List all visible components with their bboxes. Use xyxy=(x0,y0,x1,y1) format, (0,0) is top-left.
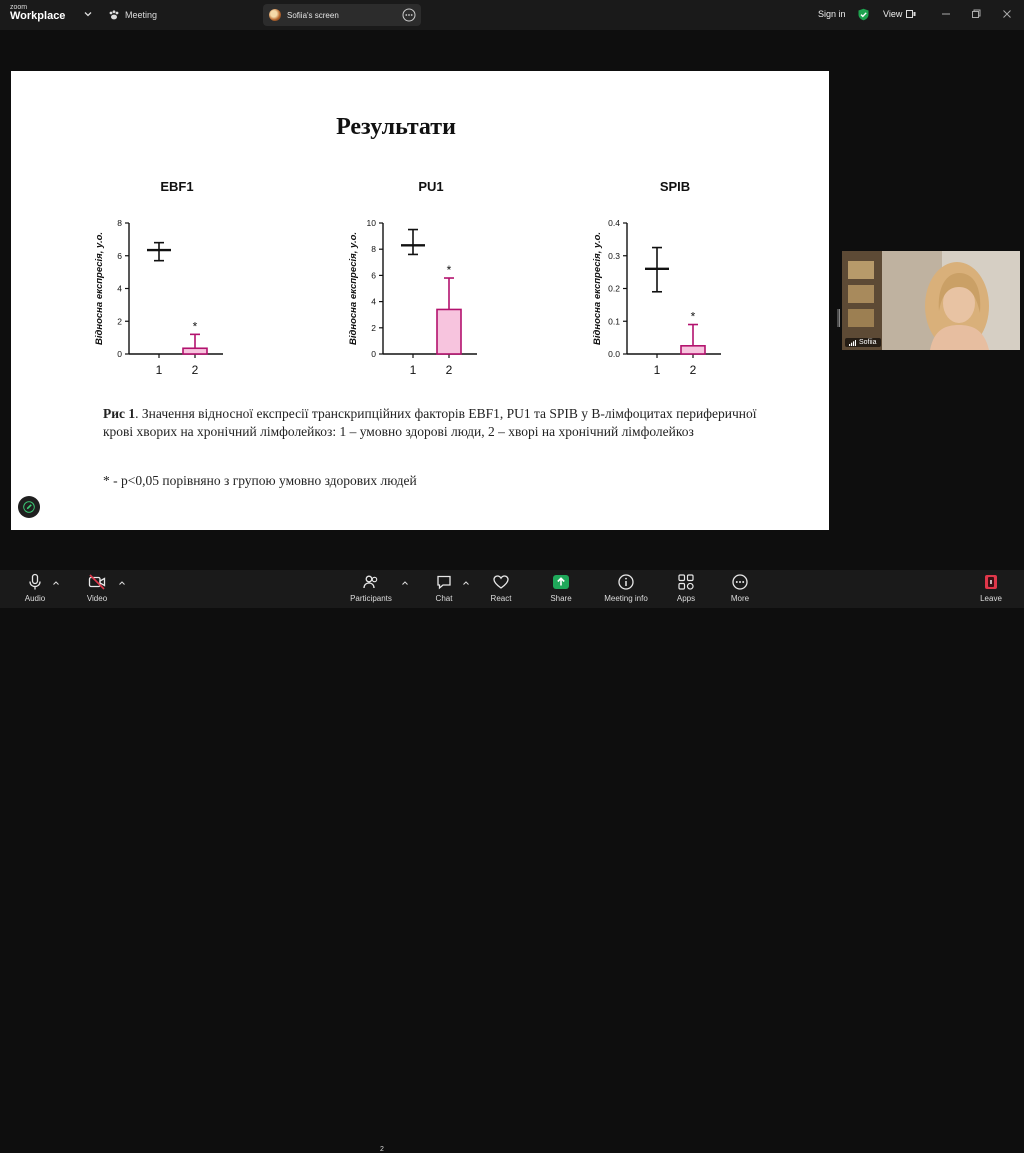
caption-label: Рис 1 xyxy=(103,406,136,421)
y-tick-label: 8 xyxy=(371,244,376,255)
view-label: View xyxy=(883,9,903,19)
chat-options-caret-icon[interactable] xyxy=(462,579,470,587)
significance-asterisk: * xyxy=(192,319,198,334)
participant-video-frame xyxy=(842,251,1020,350)
y-tick-label: 0 xyxy=(371,349,376,359)
minimize-icon[interactable] xyxy=(940,8,952,20)
shared-screen-slide xyxy=(11,71,829,530)
chart-title: PU1 xyxy=(418,179,444,194)
y-tick-label: 4 xyxy=(371,296,376,307)
y-tick-label: 0.0 xyxy=(608,349,620,359)
video-options-caret-icon[interactable] xyxy=(118,579,126,587)
share-button[interactable] xyxy=(546,573,576,607)
x-tick-label: 1 xyxy=(653,363,661,377)
more-options-icon[interactable] xyxy=(402,8,416,22)
logo-big-text: Workplace xyxy=(10,10,66,22)
y-tick-label: 0.1 xyxy=(608,316,620,327)
video-label: Video xyxy=(86,594,108,603)
chevron-down-icon[interactable] xyxy=(82,8,94,20)
chat-icon xyxy=(435,573,453,591)
microphone-icon xyxy=(26,573,44,591)
sharer-avatar xyxy=(269,9,281,21)
share-screen-icon xyxy=(552,573,570,591)
view-icon xyxy=(906,9,916,19)
participants-button[interactable] xyxy=(346,573,396,607)
audio-options-caret-icon[interactable] xyxy=(52,579,60,587)
x-tick-label: 1 xyxy=(409,363,417,377)
significance-asterisk: * xyxy=(690,309,696,324)
x-tick-label: 1 xyxy=(155,363,163,377)
chart-spib xyxy=(581,171,751,391)
y-tick-label: 0.4 xyxy=(608,218,620,228)
apps-label: Apps xyxy=(676,594,696,603)
zoom-logo xyxy=(10,4,65,22)
info-icon xyxy=(617,573,635,591)
y-tick-label: 0.2 xyxy=(608,283,620,294)
leave-label: Leave xyxy=(980,594,1002,603)
participants-icon xyxy=(362,573,380,591)
y-tick-label: 6 xyxy=(371,270,376,281)
screen-share-label: Sofiia's screen xyxy=(287,10,339,20)
y-tick-label: 10 xyxy=(366,218,376,228)
participant-name: Sofiia xyxy=(859,339,877,346)
y-tick-label: 0 xyxy=(117,349,122,359)
y-tick-label: 0.3 xyxy=(608,250,620,261)
chart-title: SPIB xyxy=(659,179,691,194)
drag-handle-icon[interactable] xyxy=(837,309,840,327)
paw-icon xyxy=(108,9,120,21)
apps-icon xyxy=(677,573,695,591)
share-label: Share xyxy=(550,594,572,603)
more-button[interactable] xyxy=(726,573,754,607)
audio-label: Audio xyxy=(24,594,46,603)
screen-share-indicator[interactable] xyxy=(263,4,421,26)
participant-video[interactable] xyxy=(842,251,1020,350)
chat-button[interactable] xyxy=(430,573,458,607)
y-tick-label: 4 xyxy=(117,283,122,294)
bottom-toolbar xyxy=(0,570,1024,1153)
sign-in-link[interactable]: Sign in xyxy=(818,9,846,19)
chat-label: Chat xyxy=(435,594,453,603)
video-off-icon xyxy=(88,573,106,591)
chart-ebf1 xyxy=(83,171,253,391)
y-axis-label: Відносна експресія, у.о. xyxy=(592,231,603,346)
meeting-menu[interactable] xyxy=(108,8,157,22)
x-tick-label: 2 xyxy=(445,363,453,377)
meeting-info-label: Meeting info xyxy=(604,594,648,603)
signal-icon xyxy=(849,340,856,346)
meeting-info-button[interactable] xyxy=(598,573,654,607)
y-tick-label: 2 xyxy=(117,316,122,327)
top-bar xyxy=(0,0,1024,30)
figure-caption xyxy=(103,405,783,441)
participants-label: Participants xyxy=(350,594,392,603)
apps-button[interactable] xyxy=(672,573,700,607)
y-tick-label: 2 xyxy=(371,322,376,333)
x-tick-label: 2 xyxy=(689,363,697,377)
leave-icon xyxy=(982,573,1000,591)
pencil-icon xyxy=(23,501,35,513)
x-tick-label: 2 xyxy=(191,363,199,377)
video-button[interactable] xyxy=(82,573,112,607)
react-button[interactable] xyxy=(486,573,516,607)
y-axis-label: Відносна експресія, у.о. xyxy=(94,231,105,346)
significance-asterisk: * xyxy=(446,263,452,278)
react-label: React xyxy=(490,594,512,603)
more-label: More xyxy=(730,594,750,603)
bar-group2 xyxy=(681,346,705,354)
participant-name-tag xyxy=(845,338,881,347)
close-icon[interactable] xyxy=(1001,8,1013,20)
restore-icon[interactable] xyxy=(970,8,982,20)
y-tick-label: 8 xyxy=(117,218,122,228)
logo-small-text: zoom xyxy=(10,4,28,11)
caption-text: . Значення відносної експресії транскрипційних факторів EBF1, PU1 та SPIB у В-лімфоцитах периферичної крові хворих на хронічний лімфолейкоз: 1 – умовно здорові люди, 2 – хворі на хронічний лімфолейкоз xyxy=(103,406,757,439)
participants-options-caret-icon[interactable] xyxy=(401,579,409,587)
participants-count: 2 xyxy=(380,1146,384,1153)
view-menu[interactable] xyxy=(883,9,916,19)
leave-button[interactable] xyxy=(978,573,1004,607)
chart-title: EBF1 xyxy=(160,179,194,194)
slide-title: Результати xyxy=(336,114,456,140)
y-axis-label: Відносна експресія, у.о. xyxy=(348,231,359,346)
y-tick-label: 6 xyxy=(117,250,122,261)
annotate-button[interactable] xyxy=(18,496,40,518)
bar-group2 xyxy=(437,309,461,354)
chart-pu1 xyxy=(337,171,507,391)
audio-button[interactable] xyxy=(20,573,50,607)
shield-check-icon[interactable] xyxy=(857,8,870,21)
heart-icon xyxy=(492,573,510,591)
bar-group2 xyxy=(183,348,207,354)
significance-footnote: * - р<0,05 порівняно з групою умовно здорових людей xyxy=(103,473,417,488)
meeting-label: Meeting xyxy=(125,10,158,20)
more-icon xyxy=(731,573,749,591)
